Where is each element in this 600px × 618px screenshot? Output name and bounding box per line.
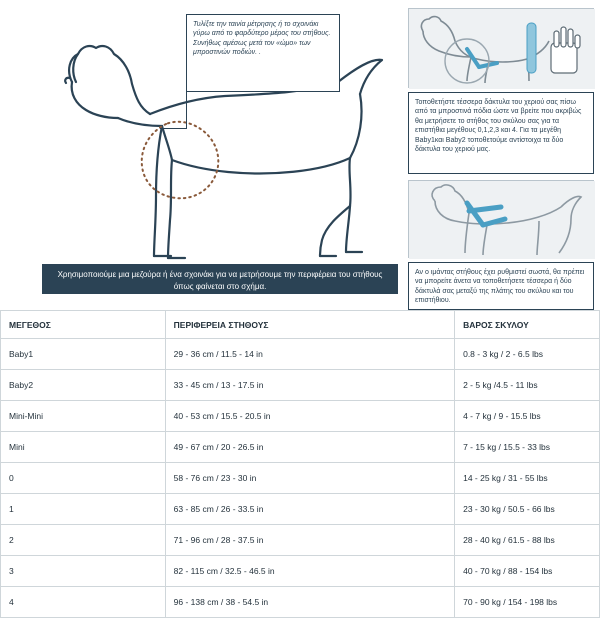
cell-size: Mini-Mini	[1, 401, 166, 432]
cell-weight: 2 - 5 kg /4.5 - 11 lbs	[455, 370, 600, 401]
cell-chest: 58 - 76 cm / 23 - 30 in	[165, 463, 454, 494]
table-row	[1, 463, 600, 494]
measure-banner: Χρησιμοποιούμε μια μεζούρα ή ένα σχοινάκι για να μετρήσουμε την περιφέρεια του στήθους όπως φαίνεται στο σχήμα.	[42, 264, 398, 294]
cell-weight: 7 - 15 kg / 15.5 - 33 lbs	[455, 432, 600, 463]
cell-weight: 40 - 70 kg / 88 - 154 lbs	[455, 556, 600, 587]
cell-size: 1	[1, 494, 166, 525]
chest-measuring-line-icon	[142, 122, 219, 198]
cell-chest: 96 - 138 cm / 38 - 54.5 in	[165, 587, 454, 618]
cell-size: Baby2	[1, 370, 166, 401]
photo-finger-measure	[408, 8, 594, 88]
table-row	[1, 401, 600, 432]
cell-size: 2	[1, 525, 166, 556]
finger-measure-illustration-icon	[409, 9, 595, 89]
harness-fit-illustration-icon	[409, 181, 595, 259]
table-row	[1, 587, 600, 618]
table-row	[1, 525, 600, 556]
cell-weight: 0.8 - 3 kg / 2 - 6.5 lbs	[455, 339, 600, 370]
cell-size: Baby1	[1, 339, 166, 370]
cell-chest: 82 - 115 cm / 32.5 - 46.5 in	[165, 556, 454, 587]
cell-weight: 14 - 25 kg / 31 - 55 lbs	[455, 463, 600, 494]
cell-chest: 63 - 85 cm / 26 - 33.5 in	[165, 494, 454, 525]
callout-four-fingers: Τοποθετήστε τέσσερα δάκτυλα του χεριού σας πίσω από τα μπροστινά πόδια ώστε να βρείτε που ακριβώς θα μετρήσετε το στήθος του σκύλου σας για τα επιστήθια μεγέθους 0,1,2,3 και 4. Για τα μεγέθη Baby1και Baby2 τοποθετούμε αντίστοιχα τα δύο δάκτυλα του χεριού μας.	[408, 92, 594, 174]
callout-leader-line	[186, 92, 187, 128]
cell-weight: 28 - 40 kg / 61.5 - 88 lbs	[455, 525, 600, 556]
cell-size: 3	[1, 556, 166, 587]
cell-size: 0	[1, 463, 166, 494]
cell-chest: 40 - 53 cm / 15.5 - 20.5 in	[165, 401, 454, 432]
cell-weight: 23 - 30 kg / 50.5 - 66 lbs	[455, 494, 600, 525]
cell-size: Mini	[1, 432, 166, 463]
table-row	[1, 370, 600, 401]
table-row	[1, 339, 600, 370]
table-header-chest: ΠΕΡΙΦΕΡΕΙΑ ΣΤΗΘΟΥΣ	[165, 311, 454, 339]
table-header-row	[1, 311, 600, 339]
cell-weight: 70 - 90 kg / 154 - 198 lbs	[455, 587, 600, 618]
table-row	[1, 432, 600, 463]
size-table	[0, 310, 600, 618]
cell-chest: 49 - 67 cm / 20 - 26.5 in	[165, 432, 454, 463]
table-row	[1, 556, 600, 587]
table-row	[1, 494, 600, 525]
table-header-size: ΜΕΓΕΘΟΣ	[1, 311, 166, 339]
cell-size: 4	[1, 587, 166, 618]
table-header-weight: ΒΑΡΟΣ ΣΚΥΛΟΥ	[455, 311, 600, 339]
photo-harness-fit	[408, 180, 594, 258]
callout-measure-instruction: Τυλίξτε την ταινία μέτρησης ή το σχοινάκι γύρω από το φαρδύτερο μέρος του στήθους. Συνήθως αμέσως μετά τον «ώμο» των μπροστινών ποδιών. .	[186, 14, 340, 92]
cell-chest: 29 - 36 cm / 11.5 - 14 in	[165, 339, 454, 370]
cell-chest: 33 - 45 cm / 13 - 17.5 in	[165, 370, 454, 401]
cell-weight: 4 - 7 kg / 9 - 15.5 lbs	[455, 401, 600, 432]
callout-leader-line-2	[160, 128, 187, 129]
size-table-wrap	[0, 310, 600, 607]
callout-strap-adjust: Αν ο ιμάντας στήθους έχει ρυθμιστεί σωστά, θα πρέπει να μπορείτε άνετα να τοποθετήσετε τέσσερα ή δύο δάκτυλά σας μεταξύ της πλάτης του σκύλου και του επιστήθιου.	[408, 262, 594, 310]
cell-chest: 71 - 96 cm / 28 - 37.5 in	[165, 525, 454, 556]
